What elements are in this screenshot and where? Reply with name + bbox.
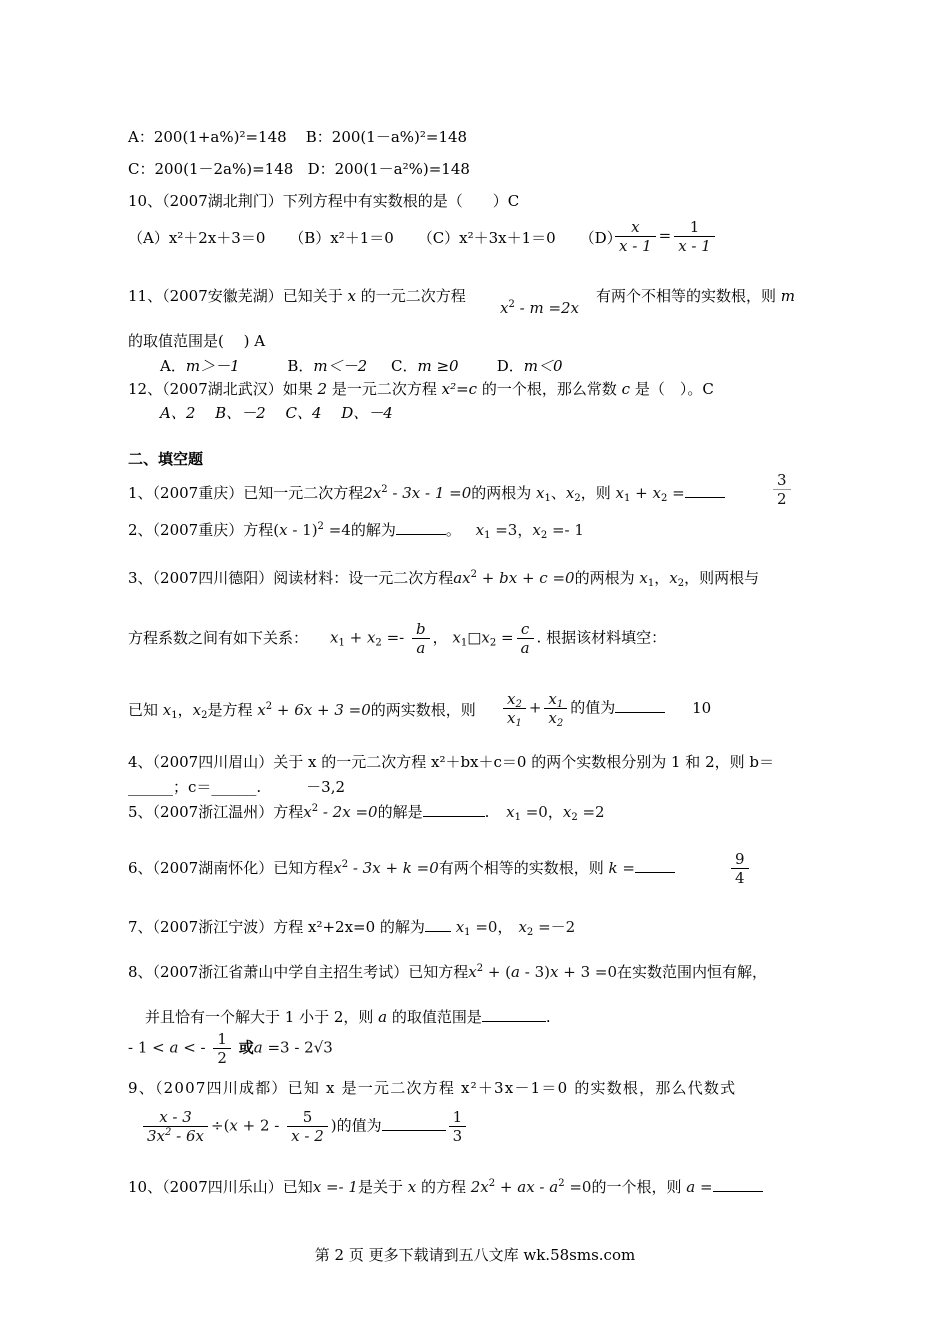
q9-options-row2: [128, 159, 470, 179]
q11-line2: 的取值范围是( ) A: [128, 332, 266, 350]
fill-8-line1: 8、（2007浙江省萧山中学自主招生考试）已知方程$x^2 + (a - 3)x + 3 =0$在实数范围内恒有解，: [128, 963, 768, 981]
q11-equation: $x^2 - m =2x$: [500, 299, 580, 317]
fill-4-line2: ______；c＝______. －3,2: [128, 778, 346, 796]
section-title: 二、填空题: [128, 450, 204, 468]
fill-3-line3: 已知 $x_1$，$x_2$是方程 $x^2 + 6x + 3 =0$的两实数根，则: [128, 701, 476, 721]
fill-9-expression: $\frac{x - 3}{3x^2 - 6x}$ ÷(x + 2 - $\frac{5}{x - 2}$ )的值为 $\frac{1}{3}$: [140, 1108, 469, 1145]
fill-5: 5、（2007浙江温州）方程$x^2 - 2x =0$的解是 . $x_1 =0$，$x_2 =2$: [128, 803, 605, 823]
fill-3-line2: 方程系数之间有如下关系：: [128, 629, 309, 647]
fill-8-answer: - 1 < a < - $\frac{1}{2}$ 或a =3 - 2√3: [128, 1030, 333, 1067]
q9-option-a: A：200(1+a%)²=148: [128, 128, 287, 146]
q10-option-b: （B）x²＋1＝0: [289, 229, 394, 247]
fill-4-line1: 4、（2007四川眉山）关于 x 的一元二次方程 x²＋bx＋c＝0 的两个实数根分别为 1 和 2，则 b＝: [128, 753, 774, 771]
q10-options: [128, 228, 622, 248]
q11-options: A．m＞－1 B．m＜－2 C．m ≥0 D．m＜0: [160, 357, 563, 375]
q9-option-b: B：200(1－a%)²=148: [305, 128, 468, 146]
q10-option-c: （C）x²＋3x＋1＝0: [417, 229, 556, 247]
q10-stem: 10、（2007湖北荆门）下列方程中有实数根的是（ ）C: [128, 192, 520, 210]
q11-stem: 11、（2007安徽芜湖）已知关于 x 的一元二次方程: [128, 287, 466, 305]
q9-option-c: C：200(1－2a%)=148: [128, 160, 294, 178]
q11-stem-end: 有两个不相等的实数根，则 m: [596, 287, 796, 305]
q9-option-d: D：200(1－a²%)=148: [307, 160, 470, 178]
q12-stem: 12、（2007湖北武汉）如果 2 是一元二次方程 x²=c 的一个根，那么常数 c 是（ ）。C: [128, 380, 714, 398]
fill-3-relations: $x_1 + x_2$ =- $\frac{b}{a}$ ， $x_1□x_2$ = $\frac{c}{a}$ . 根据该材料填空：: [330, 620, 667, 657]
q10-option-d-formula: $\frac{x}{x - 1}$ = $\frac{1}{x - 1}$: [612, 218, 718, 255]
q12-options: A、2 B、－2 C、4 D、－4: [160, 404, 393, 422]
q9-options-row1: [128, 127, 467, 147]
fill-1: 1、（2007重庆）已知一元二次方程$2x^2 - 3x - 1 =0$的两根为 $x_1$、$x_2$，则 $x_1 + x_2$ =: [128, 483, 725, 503]
fill-6-answer: $\frac{9}{4}$: [728, 850, 752, 887]
fill-3-expression: $\frac{x_2}{x_1}$ + $\frac{x_1}{x_2}$ 的值为 10: [500, 690, 711, 727]
q10-option-d-label: （D）: [579, 229, 622, 247]
fill-7: 7、（2007浙江宁波）方程 x²+2x=0 的解为 $x_1 =0$， $x_2 =-2$: [128, 918, 576, 938]
fill-2: 2、（2007重庆）方程(x - 1)$^2$ =4的解为 。 $x_1 =3$，$x_2 =- 1$: [128, 521, 584, 541]
fill-1-answer: $\frac{3}{2}$: [770, 471, 794, 508]
page-footer: 第 2 页 更多下载请到五八文库 wk.58sms.com: [314, 1246, 636, 1264]
q10-option-a: （A）x²＋2x＋3＝0: [128, 229, 266, 247]
fill-9-line1: 9、（2007四川成都）已知 x 是一元二次方程 x²＋3x－1＝0 的实数根，那么代数式: [128, 1079, 737, 1097]
fill-3-line1: 3、（2007四川德阳）阅读材料：设一元二次方程$ax^2$ + bx + c =0的两根为 $x_1$，$x_2$，则两根与: [128, 569, 760, 589]
fill-8-line2: 并且恰有一个解大于 1 小于 2，则 a 的取值范围是 .: [145, 1008, 551, 1026]
fill-6: 6、（2007湖南怀化）已知方程$x^2 - 3x + k =0$有两个相等的实数根，则 k =: [128, 858, 675, 878]
fill-10: 10、（2007四川乐山）已知x =- 1是关于 x 的方程 $2x^2$ + ax - $a^2 =0$的一个根，则 a =: [128, 1177, 763, 1197]
fill-3-answer: 10: [692, 698, 712, 717]
